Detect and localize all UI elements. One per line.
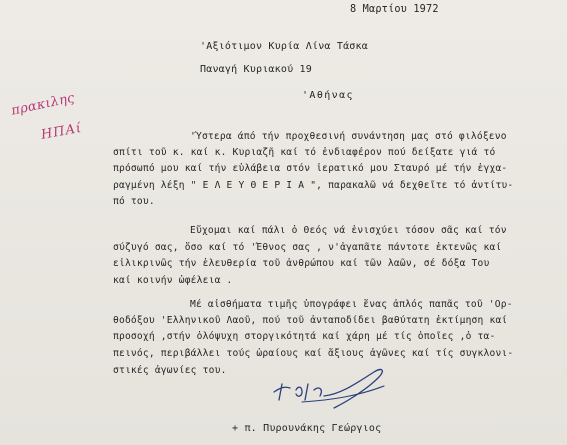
body-line: ραγμένη λέξη " Ε Λ Ε Υ Θ Ε Ρ Ι Α ", παρακαλῶ νά δεχθεῖτε τό ἀντίτυ- <box>113 180 514 191</box>
body-line: πρόσωπό μου καί τήν εὐλάβεια στόν ἱερατικό μου Σταυρό μέ τήν ἐγχα- <box>113 163 508 174</box>
body-line: στικές ἀγωνίες του. <box>113 365 227 376</box>
body-line: πεινός, περιβάλλει τούς ὡραίους καί ἄξιους ἀγῶνες καί τίς συγκλονι- <box>113 348 514 359</box>
body-line: σπίτι τοῦ κ. καί κ. Κυριαζῆ καί τό ἐνδιαφέρον πού δείξατε γιά τό <box>113 147 496 158</box>
letter-date: 8 Μαρτίου 1972 <box>350 4 439 15</box>
margin-note-line-1: πρακιλης <box>10 90 77 119</box>
body-line: σύζυγό σας, ὅσο καί τό 'Έθνος σας , ν'ἀγαπᾶτε πάντοτε ἐκτενῶς καί <box>113 242 502 253</box>
body-line: θοδόξου 'Ελληνικοῦ Λαοῦ, πού τοῦ ἀνταποδίδει βαθύτατη ἐκτίμηση καί <box>113 315 508 326</box>
recipient-street: Παναγή Κυριακού 19 <box>200 64 312 75</box>
margin-note-line-2: ΗΠΑί <box>40 120 84 143</box>
body-line: Εὔχομαι καί πάλι ὁ Θεός νά ἐνισχύει τόσον σᾶς καί τόν <box>190 225 507 236</box>
signatory-name: + π. Πυρουνάκης Γεώργιος <box>232 423 382 434</box>
body-line: Μέ αἰσθήματα τιμῆς ὑπογράφει ἕνας ἁπλός παπᾶς τοῦ 'Ορ- <box>190 299 513 310</box>
recipient-city: 'Αθήνας <box>302 90 354 101</box>
handwritten-signature <box>262 360 412 415</box>
body-line: προσοχή ,στήν ὁλόψυχη στοργικότητά καί χάρη μέ τίς ὁποῖες ,ὁ τα- <box>113 331 496 342</box>
body-line: 'Ύστερα άπό τήν προχθεσινή συνάντηση μας στό φιλόξενο <box>190 131 507 142</box>
body-line: καί κοινήν ὠφέλεια . <box>113 275 233 286</box>
recipient-name: 'Αξιότιμον Κυρία Λίνα Τάσκα <box>200 41 368 52</box>
body-line: πό του. <box>113 196 155 207</box>
body-line: εἰλικρινῶς τήν ἐλευθερία τοῦ ἀνθρώπου καί τῶν λαῶν, σέ δόξα Του <box>113 258 490 269</box>
